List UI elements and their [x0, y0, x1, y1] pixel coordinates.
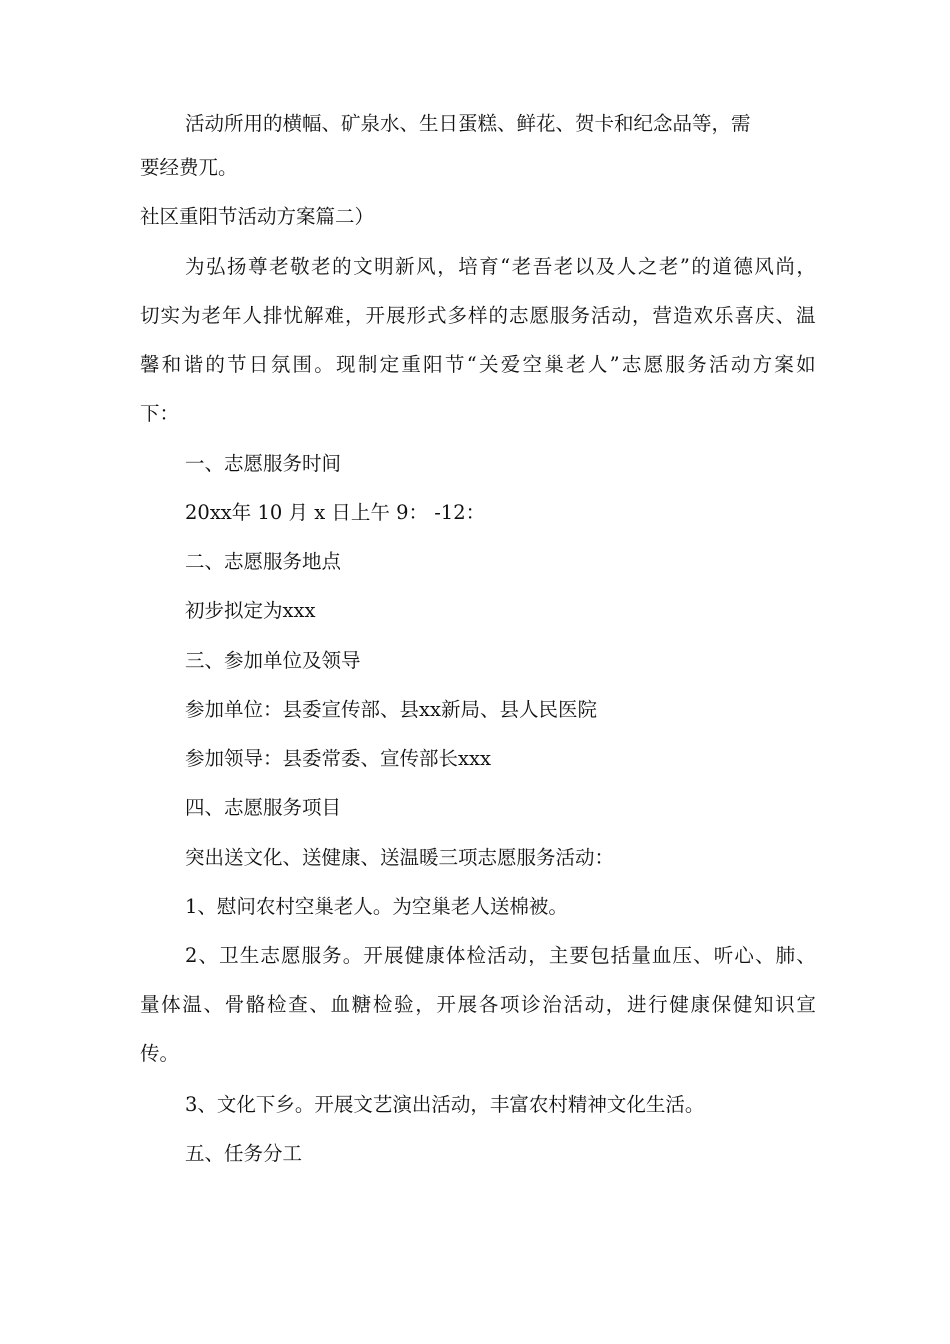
paragraph-line: 活动所用的横幅、矿泉水、生日蛋糕、鲜花、贺卡和纪念品等，需 [185, 112, 751, 135]
time-text: 20xx年 10 月 x 日上午 9： -12： [185, 501, 486, 524]
heading-time: 一、志愿服务时间 [185, 452, 342, 475]
list-item: 1、慰问农村空巢老人。为空巢老人送棉被。 [185, 895, 568, 918]
list-item: 2 、 卫 生 志 愿 服 务 。 开 展 健 康 体 检 活 动 ， 主 要 包 括 量 血 压 、 听 心 、 肺 、 [185, 944, 816, 967]
paragraph-line: 馨 和 谐 的 节 日 氛 围 。 现 制 定 重 阳 节 “ 关 爱 空 巢 老 人 ” 志 愿 服 务 活 动 方 案 如 [140, 353, 816, 376]
units-text: 参加单位：县委宣传部、县xx新局、县人民医院 [185, 698, 597, 721]
paragraph-line: 切 实 为 老 年 人 排 忧 解 难 ， 开 展 形 式 多 样 的 志 愿 服 务 活 动 ， 营 造 欢 乐 喜 庆 、 温 [140, 304, 816, 327]
paragraph-line: 下： [140, 402, 180, 425]
heading-tasks: 五、任务分工 [185, 1142, 303, 1165]
paragraph-line: 传。 [140, 1042, 180, 1065]
paragraph-line: 量 体 温 、 骨 骼 检 查 、 血 糖 检 验 ， 开 展 各 项 诊 治 活 动 ， 进 行 健 康 保 健 知 识 宣 [140, 993, 816, 1016]
section-title: 社区重阳节活动方案篇二） [140, 205, 375, 228]
leaders-text: 参加领导：县委常委、宣传部长xxx [185, 747, 491, 770]
list-item: 3、文化下乡。开展文艺演出活动，丰富农村精神文化生活。 [185, 1093, 705, 1116]
paragraph-line: 为 弘 扬 尊 老 敬 老 的 文 明 新 风 ， 培 育 “ 老 吾 老 以 及 人 之 老 ” 的 道 德 风 尚 ， [185, 255, 816, 278]
projects-intro: 突出送文化、送健康、送温暖三项志愿服务活动： [185, 846, 615, 869]
heading-units: 三、参加单位及领导 [185, 649, 361, 672]
place-text: 初步拟定为xxx [185, 599, 316, 622]
heading-place: 二、志愿服务地点 [185, 550, 342, 573]
paragraph-line: 要经费兀。 [140, 156, 238, 179]
heading-projects: 四、志愿服务项目 [185, 796, 342, 819]
